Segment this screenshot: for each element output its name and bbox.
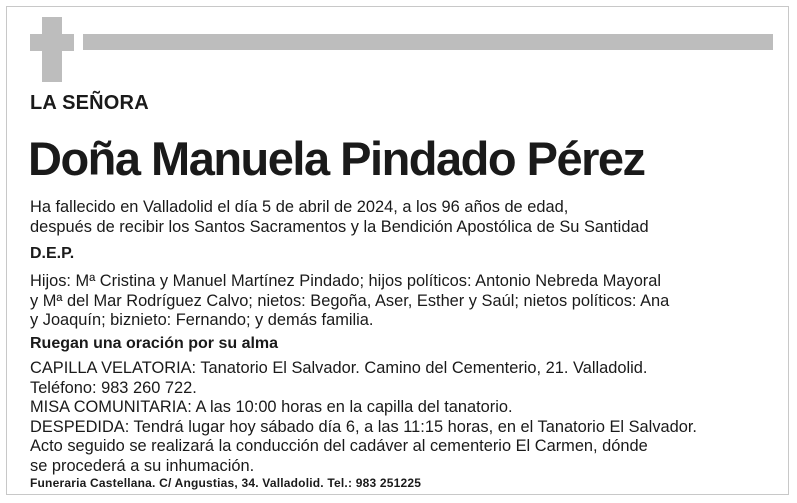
- family-line: y Mª del Mar Rodríguez Calvo; nietos: Begoña, Aser, Esther y Saúl; nietos políticos: Ana: [30, 291, 670, 310]
- family-line: y Joaquín; biznieto: Fernando; y demás familia.: [30, 311, 374, 329]
- details-line: se procederá a su inhumación.: [30, 456, 255, 475]
- details-line: MISA COMUNITARIA: A las 10:00 horas en la capilla del tanatorio.: [30, 398, 513, 416]
- deceased-name: Doña Manuela Pindado Pérez: [28, 132, 645, 185]
- family-line: Hijos: Mª Cristina y Manuel Martínez Pindado; hijos políticos: Antonio Nebreda Mayoral: [30, 272, 662, 290]
- dep-label: D.E.P.: [30, 245, 75, 262]
- funeral-home-footer: Funeraria Castellana. C/ Angustias, 34. Valladolid. Tel.: 983 251225: [30, 476, 422, 490]
- details-text: [30, 359, 697, 476]
- cross-icon-arm: [30, 34, 74, 51]
- details-line: Acto seguido se realizará la conducción del cadáver al cementerio El Carmen, dónde: [30, 437, 648, 455]
- intro-line: después de recibir los Santos Sacramentos y la Bendición Apostólica de Su Santidad: [30, 217, 649, 236]
- intro-text: [30, 198, 649, 237]
- details-line: CAPILLA VELATORIA: Tanatorio El Salvador. Camino del Cementerio, 21. Valladolid.: [30, 359, 648, 377]
- prayer-request: Ruegan una oración por su alma: [30, 335, 279, 352]
- heading: LA SEÑORA: [30, 92, 149, 114]
- details-line: DESPEDIDA: Tendrá lugar hoy sábado día 6, a las 11:15 horas, en el Tanatorio El Salvador.: [30, 417, 697, 436]
- details-line: Teléfono: 983 260 722.: [30, 378, 197, 397]
- decorative-bar: [83, 34, 773, 50]
- intro-line: Ha fallecido en Valladolid el día 5 de abril de 2024, a los 96 años de edad,: [30, 198, 569, 216]
- family-text: [30, 272, 669, 331]
